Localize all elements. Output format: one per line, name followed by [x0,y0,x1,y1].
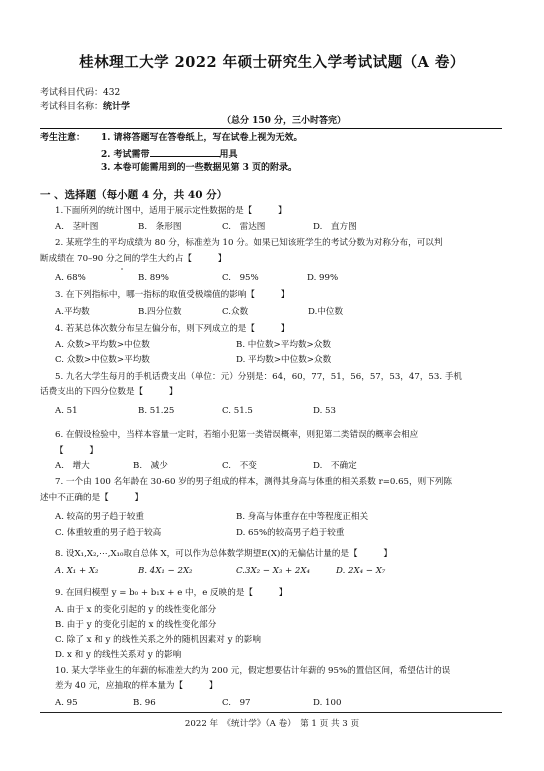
q1-option-d: D. 直方图 [313,222,357,232]
q6-option-d: D. 不确定 [313,461,357,471]
q7-option-d: D. 65%的较高男子趋于较重 [236,528,345,538]
q9-option-c: C. 除了 x 和 y 的线性关系之外的随机因素对 y 的影响 [55,635,261,645]
q1-option-b: B. 条形图 [138,222,182,232]
q3-option-d: D.中位数 [308,307,344,317]
scan-speck [121,268,123,270]
q6-option-b: B. 减少 [133,461,168,471]
q2-option-d: D. 99% [307,273,339,283]
q3-stem: 3. 在下列指标中，哪一指标的取值受极端值的影响【 】 [55,290,290,300]
q7-option-c: C. 体重较重的男子趋于较高 [55,528,162,538]
q5-option-a: A. 51 [55,406,78,416]
q5-option-c: C. 51.5 [222,406,253,416]
q8-option-a: A. X₁ + X₂ [55,566,99,576]
q8-stem: 8. 设X₁,X₂,⋯,X₁₀取自总体 X，可以作为总体数学期望E(X)的无偏估计量的是【 】 [55,549,393,559]
q4-option-b: B. 中位数>平均数>众数 [236,340,331,350]
note-2-suffix: 用具 [219,150,238,160]
q3-option-a: A.平均数 [55,307,90,317]
subject-code: 考试科目代码：432 [40,88,121,98]
q1-stem: 1.下面所列的统计图中，适用于展示定性数据的是【 】 [55,206,287,216]
section-heading: 一 、选择题（每小题 4 分，共 40 分） [40,189,228,201]
q6-option-a: A. 增大 [55,461,90,471]
q2-option-c: C. 95% [222,273,259,283]
q2-option-a: A. 68% [55,273,86,283]
q7-option-b: B. 身高与体重存在中等程度正相关 [236,512,369,522]
exam-title: 桂林理工大学 2022 年硕士研究生入学考试试题（A 卷） [79,54,465,71]
q9-option-b: B. 由于 y 的变化引起的 x 的线性变化部分 [55,620,217,630]
total-score: （总分 150 分，三小时答完） [222,116,347,126]
q5-stem-line1: 5. 九名大学生每月的手机话费支出（单位：元）分别是：64，60，77，51，56，57，53，47，53. 手机 [55,372,463,382]
q5-option-d: D. 53 [313,406,336,416]
q2-option-b: B. 89% [138,273,169,283]
q5-stem-line2: 话费支出的下四分位数是【 】 [40,387,178,397]
q10-option-d: D. 100 [313,698,342,708]
note-2-blank [150,148,220,157]
footer-divider [40,712,502,713]
notes-label: 考生注意： [40,133,86,143]
q10-stem-line1: 10. 某大学毕业生的年薪的标准差大约为 200 元，假定想要估计年薪的 95%的置信区间，希望估计的误 [55,666,451,676]
note-2-prefix: 2. 考试需带 [101,150,150,160]
q9-stem: 9. 在回归模型 y = b₀ + b₁x + e 中，e 反映的是【 】 [55,588,288,598]
q2-stem-line2: 断成绩在 70–90 分之间的学生大约占【 】 [40,254,227,264]
subject-name-label: 考试科目名称： [40,102,104,112]
note-2 [101,148,238,161]
q8-option-b: B. 4X₁ − 2X₂ [138,566,193,576]
q8-option-d: D. 2X₄ − X₇ [336,566,386,576]
q10-option-b: B. 96 [133,698,156,708]
q6-option-c: C. 不变 [222,461,257,471]
q4-option-a: A. 众数>平均数>中位数 [55,340,150,350]
note-1: 1. 请将答题写在答卷纸上，写在试卷上视为无效。 [101,133,303,143]
q1-option-a: A. 茎叶图 [55,222,99,232]
notes-divider [40,128,502,129]
q4-option-c: C. 众数>中位数>平均数 [55,355,150,365]
q3-option-b: B.四分位数 [138,307,182,317]
page-footer: 2022 年 《统计学》（A 卷） 第 1 页 共 3 页 [184,719,360,729]
q2-stem-line1: 2. 某班学生的平均成绩为 80 分，标准差为 10 分。如果已知该班学生的考试分数为对称分布，可以判 [55,238,443,248]
q3-option-c: C.众数 [222,307,249,317]
q7-stem-line1: 7. 一个由 100 名年龄在 30-60 岁的男子组成的样本，测得其身高与体重的相关系数 r=0.65，则下列陈 [55,477,452,487]
subject-name-value: 统计学 [103,102,131,112]
q7-stem-line2: 述中不正确的是【 】 [40,493,144,503]
q10-option-a: A. 95 [55,698,78,708]
q6-stem-line1: 6. 在假设检验中，当样本容量一定时，若缩小犯第一类错误概率，则犯第二类错误的概率会相应 [55,430,419,440]
q6-stem-line2: 【 】 [55,446,98,456]
q1-option-c: C. 雷达图 [222,222,266,232]
q9-option-a: A. 由于 x 的变化引起的 y 的线性变化部分 [55,605,217,615]
q4-stem: 4. 若某总体次数分布呈左偏分布，则下列成立的是【 】 [55,324,290,334]
q9-option-d: D. x 和 y 的线性关系对 y 的影响 [55,650,182,660]
q10-stem-line2: 差为 40 元，应抽取的样本量为【 】 [55,681,218,691]
note-3: 3. 本卷可能需用到的一些数据见第 3 页的附录。 [101,163,298,173]
q10-option-c: C. 97 [222,698,251,708]
q7-option-a: A. 较高的男子趋于较重 [55,512,145,522]
subject-name [40,102,130,113]
q8-option-c: C.3X₂ − X₃ + 2X₄ [236,566,310,576]
q5-option-b: B. 51.25 [138,406,175,416]
q4-option-d: D. 平均数>中位数>众数 [236,355,332,365]
